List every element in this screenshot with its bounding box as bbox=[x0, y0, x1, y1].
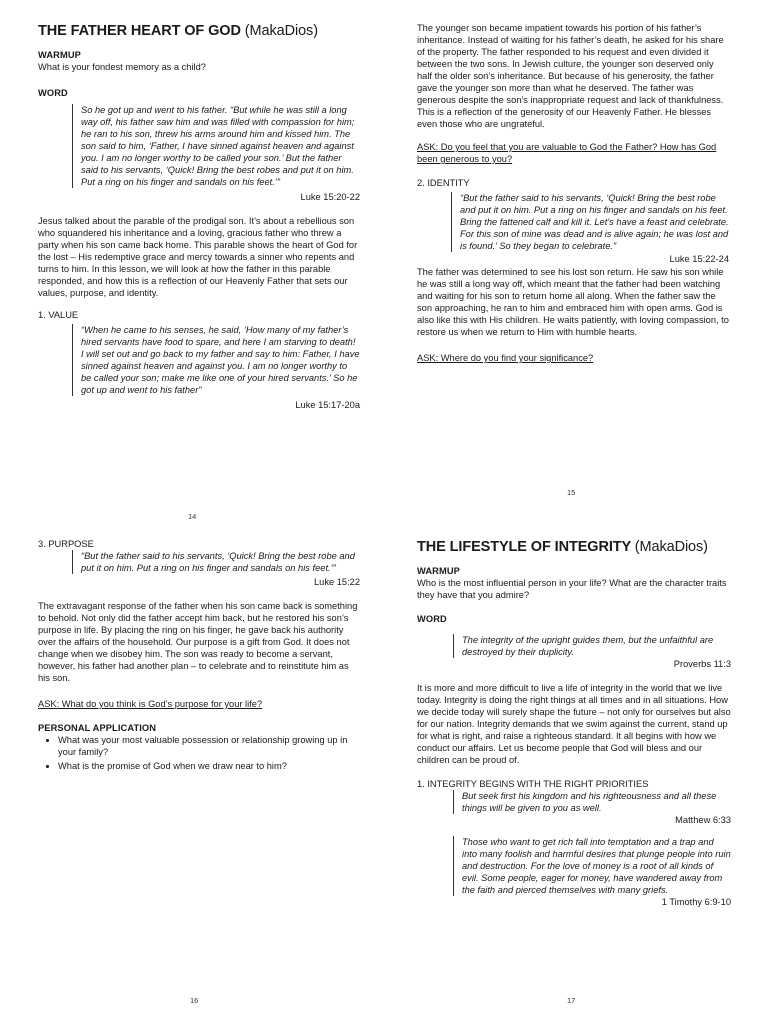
scripture-reference: Luke 15:17-20a bbox=[295, 400, 360, 410]
title-sub: (MakaDios) bbox=[244, 23, 318, 39]
title-main: THE FATHER HEART OF GOD bbox=[38, 23, 241, 39]
body-paragraph: The extravagant response of the father when his son came back is something to behold. Not only did the father accept him back, but he restored his son’s purpose in life. By placing the ring on his finger, he gave back his authority over the affairs of the household. Our purpose is a gift from God. It does not change when we disobey him. The son was ready to become a servant, however, his father had another plan – to celebrate and to reinstitute him as his son. bbox=[38, 601, 358, 683]
warmup-text: Who is the most influential person in your life? What are the character traits they have that you admire? bbox=[417, 578, 727, 600]
scripture-quote: But seek first his kingdom and his righteousness and all these things will be given to you as well. bbox=[453, 790, 731, 814]
lesson-title bbox=[38, 22, 360, 40]
body-paragraph: It is more and more difficult to live a life of integrity in the world that we live today. Integrity is doing the right things at all times and in all situations. How we decide today will surely shape the future – not only for ourselves but also for our nation. Integrity demands that we swim against the current, stand up for what is right, and raise a righteous standard. It all begins with how we conduct our affairs. Let us become people that God will bless and our children can be proud of. bbox=[417, 683, 731, 765]
page-number: 17 bbox=[567, 996, 576, 1005]
warmup-heading: WARMUP bbox=[417, 566, 460, 576]
page-14 bbox=[38, 22, 360, 522]
scripture-quote: Those who want to get rich fall into temptation and a trap and into many foolish and harmful desires that plunge people into ruin and destruction. For the love of money is a root of all kinds of evil. Some people, eager for money, have wandered away from the faith and pierced themselves with many griefs. bbox=[453, 836, 731, 896]
body-paragraph: The younger son became impatient towards his portion of his father’s inheritance. Instead of waiting for his father’s death, he asked for his share of the property. The father responded to his request and even divided it between the two sons. In Jewish culture, the younger son deserved only half the older son’s inheritance. But because of his generosity, the father gave the younger son more than what he deserved. The father was generous despite the son’s inappropriate request and lack of thankfulness. This is a reflection of the generosity of our Heavenly Father. He blesses even those who are ungrateful. bbox=[417, 23, 724, 129]
title-main: THE LIFESTYLE OF INTEGRITY bbox=[417, 539, 631, 555]
ask-question: ASK: Do you feel that you are valuable to God the Father? How has God been generous to you? bbox=[417, 142, 717, 164]
personal-application-heading: PERSONAL APPLICATION bbox=[38, 723, 157, 733]
warmup-heading: WARMUP bbox=[38, 50, 81, 60]
lesson-title bbox=[417, 538, 731, 556]
application-list bbox=[38, 734, 360, 772]
warmup-text: What is your fondest memory as a child? bbox=[38, 62, 206, 72]
scripture-reference: 1 Timothy 6:9-10 bbox=[661, 897, 731, 907]
ask-question: ASK: Where do you find your significance? bbox=[417, 353, 594, 363]
body-paragraph: The father was determined to see his lost son return. He saw his son while he was still a long way off, which meant that the father had been watching and waiting for his son to return home all along. When the father saw the son approaching, he ran to him and embraced him with open arms. God is also like this with His children. He waits patiently, with loving compassion, to restore us when we return to Him with humble hearts. bbox=[417, 267, 729, 337]
page-number: 16 bbox=[190, 996, 199, 1005]
scripture-reference: Luke 15:22-24 bbox=[669, 254, 729, 264]
word-heading: WORD bbox=[417, 614, 447, 624]
point-heading-value: 1. VALUE bbox=[38, 310, 79, 320]
ask-question: ASK: What do you think is God’s purpose for your life? bbox=[38, 699, 263, 709]
scripture-quote: “But the father said to his servants, ‘Quick! Bring the best robe and put it on him. Put a ring on his finger and sandals on his feet. Bring the fattened calf and kill it. Let’s have a feast and celebrate. For this son of mine was dead and is alive again; he was lost and is found.’ So they began to celebrate.” bbox=[451, 192, 729, 252]
scripture-quote: The integrity of the upright guides them, but the unfaithful are destroyed by their duplicity. bbox=[453, 634, 731, 658]
page-17 bbox=[417, 538, 731, 1008]
scripture-reference: Luke 15:20-22 bbox=[300, 192, 360, 202]
scripture-quote: “When he came to his senses, he said, ‘How many of my father’s hired servants have food to spare, and here I am starving to death! I will set out and go back to my father and say to him: Father, I have sinned against heaven and against you. I am no longer worthy to be called your son; make me like one of your hired servants.’ So he got up and went to his father” bbox=[72, 324, 360, 396]
point-heading-identity: 2. IDENTITY bbox=[417, 178, 470, 188]
scripture-reference: Proverbs 11:3 bbox=[673, 659, 731, 669]
body-paragraph: Jesus talked about the parable of the prodigal son. It’s about a rebellious son who squandered his inheritance and a loving, gracious father who threw a party when his son came back home. This parable shows the heart of God for the lost – His redemptive grace and mercy towards a sinner who repents and turns to him. In this lesson, we will look at how the father in this parable responded, and how this is a reflection of our Heavenly Father that sets our values, purpose, and identity. bbox=[38, 216, 358, 298]
point-heading-purpose: 3. PURPOSE bbox=[38, 539, 94, 549]
scripture-quote: “But the father said to his servants, ‘Quick! Bring the best robe and put it on him. Put a ring on his finger and sandals on his feet.’” bbox=[72, 550, 360, 574]
scripture-quote: So he got up and went to his father. “But while he was still a long way off, his father saw him and was filled with compassion for him; he ran to his son, threw his arms around him and kissed him. The son said to him, ‘Father, I have sinned against heaven and against you. I am no longer worthy to be called your son.’ But the father said to his servants, ‘Quick! Bring the best robes and put it on him. Put a ring on his finger and sandals on his feet.’” bbox=[72, 104, 360, 188]
list-item: • What is the promise of God when we draw near to him? bbox=[58, 760, 360, 772]
word-heading: WORD bbox=[38, 88, 68, 98]
page-15 bbox=[417, 22, 729, 502]
page-number: 15 bbox=[567, 488, 576, 497]
page-number: 14 bbox=[188, 512, 197, 521]
list-item: • What was your most valuable possession or relationship growing up in your family? bbox=[58, 734, 360, 758]
scripture-reference: Matthew 6:33 bbox=[675, 815, 731, 825]
page-16 bbox=[38, 538, 360, 1008]
point-heading-priorities: 1. INTEGRITY BEGINS WITH THE RIGHT PRIORITIES bbox=[417, 779, 649, 789]
title-sub: (MakaDios) bbox=[634, 539, 708, 555]
scripture-reference: Luke 15:22 bbox=[313, 577, 360, 587]
